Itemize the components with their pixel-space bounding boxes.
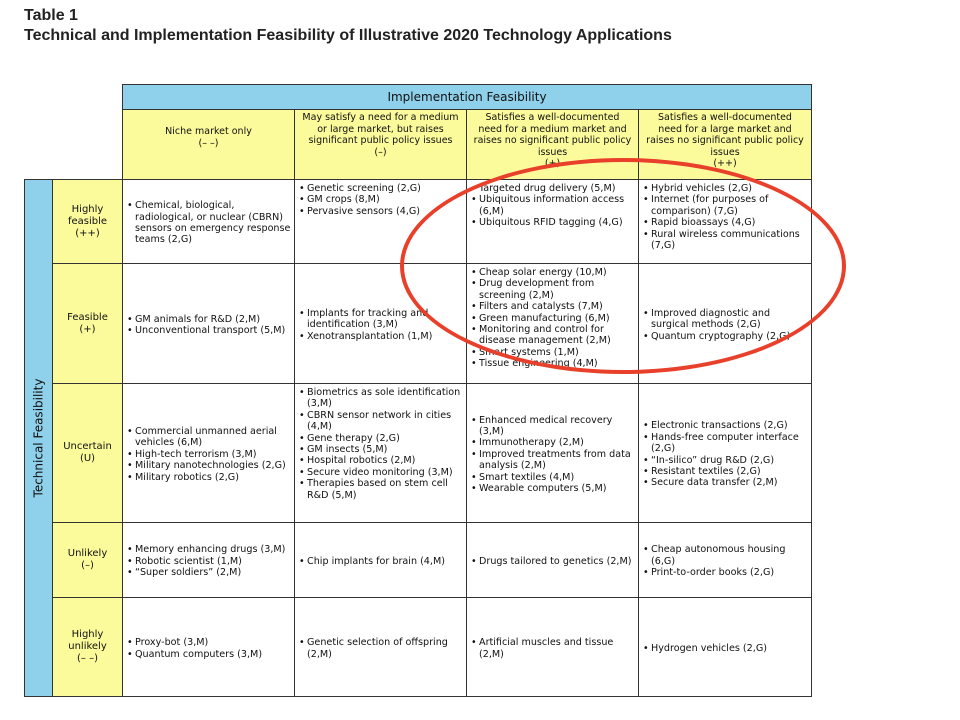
- application-item: • Rapid bioassays (4,G): [643, 217, 809, 228]
- application-item: • Ubiquitous RFID tagging (4,G): [471, 217, 636, 228]
- column-header-symbol: (++): [713, 158, 737, 169]
- application-item: • Wearable computers (5,M): [471, 483, 636, 494]
- table-cell: [466, 383, 639, 523]
- application-list: [467, 553, 634, 567]
- application-list: [467, 412, 638, 495]
- table-cell: [122, 179, 295, 264]
- application-item: • Rural wireless communications (7,G): [643, 229, 809, 252]
- application-list: [123, 423, 294, 483]
- application-item: • “Super soldiers” (2,M): [127, 567, 285, 578]
- row-header-symbol: (++): [75, 227, 100, 239]
- application-item: • Hands-free computer interface (2,G): [643, 432, 809, 455]
- application-item: • CBRN sensor network in cities (4,M): [299, 410, 464, 433]
- application-item: • Print-to-order books (2,G): [643, 567, 809, 578]
- row-header-symbol: (U): [79, 453, 96, 464]
- application-item: • Pervasive sensors (4,G): [299, 206, 464, 217]
- application-item: • Internet (for purposes of comparison) (7,G): [643, 194, 809, 217]
- application-item: • Proxy-bot (3,M): [127, 637, 262, 648]
- application-item: • Hydrogen vehicles (2,G): [643, 643, 767, 654]
- column-header-symbol: (– –): [198, 137, 219, 149]
- application-list: [295, 553, 447, 567]
- application-item: • GM animals for R&D (2,M): [127, 314, 285, 325]
- application-list: [123, 541, 287, 578]
- table-cell: [466, 597, 639, 697]
- application-item: • Implants for tracking and identification (3,M): [299, 308, 464, 331]
- application-item: • Improved treatments from data analysis (2,M): [471, 449, 636, 472]
- application-item: • Therapies based on stem cell R&D (5,M): [299, 478, 464, 501]
- table-cell: [294, 522, 467, 598]
- application-item: • Smart systems (1,M): [471, 347, 636, 358]
- table-cell: [466, 263, 639, 384]
- application-item: • Tissue engineering (4,M): [471, 358, 636, 369]
- column-header-symbol: (+): [544, 158, 561, 169]
- application-item: • GM crops (8,M): [299, 194, 464, 205]
- table-cell: [638, 179, 812, 264]
- application-item: • Genetic screening (2,G): [299, 183, 464, 194]
- application-item: • Ubiquitous information access (6,M): [471, 194, 636, 217]
- application-item: • Quantum cryptography (2,G): [643, 331, 809, 342]
- column-header-large-market: [638, 109, 812, 180]
- row-header-label: Uncertain: [63, 441, 112, 452]
- application-item: • Resistant textiles (2,G): [643, 466, 809, 477]
- application-item: • Military robotics (2,G): [127, 472, 292, 483]
- application-item: • Smart textiles (4,M): [471, 472, 636, 483]
- application-item: • Green manufacturing (6,M): [471, 313, 636, 324]
- row-header-uncertain: [52, 383, 123, 523]
- application-list: [295, 180, 466, 217]
- application-item: • Gene therapy (2,G): [299, 433, 464, 444]
- table-cell: [638, 597, 812, 697]
- application-item: • Commercial unmanned aerial vehicles (6,M): [127, 426, 292, 449]
- column-header-label: Niche market only: [165, 126, 252, 137]
- application-list: [123, 634, 264, 660]
- column-header-label: Satisfies a well-documented need for a medium market and raises no significant public policy issues: [473, 112, 632, 158]
- table-cell: [638, 263, 812, 384]
- column-header-label: Satisfies a well-documented need for a large market and raises no significant public policy issues: [646, 112, 804, 158]
- column-header-policy-issues: [294, 109, 467, 180]
- technical-feasibility-header: [24, 179, 53, 697]
- application-item: • Filters and catalysts (7,M): [471, 301, 636, 312]
- row-header-highly-feasible: [52, 179, 123, 264]
- application-list: [467, 634, 638, 660]
- table-cell: [122, 383, 295, 523]
- application-list: [295, 384, 466, 501]
- application-item: • Biometrics as sole identification (3,M): [299, 387, 464, 410]
- application-list: [123, 197, 294, 246]
- application-item: • GM insects (5,M): [299, 444, 464, 455]
- row-header-label: Feasible: [67, 311, 108, 323]
- application-item: • Secure video monitoring (3,M): [299, 467, 464, 478]
- row-header-symbol: (+): [79, 323, 96, 335]
- application-item: • Improved diagnostic and surgical methods (2,G): [643, 308, 809, 331]
- table-cell: [466, 522, 639, 598]
- application-list: [639, 305, 811, 342]
- application-list: [639, 640, 769, 654]
- row-header-highly-unlikely: [52, 597, 123, 697]
- row-header-label: Unlikely: [67, 548, 108, 559]
- row-header-unlikely: [52, 522, 123, 598]
- application-item: • Military nanotechnologies (2,G): [127, 460, 292, 471]
- application-item: • Targeted drug delivery (5,M): [471, 183, 636, 194]
- application-item: • Electronic transactions (2,G): [643, 420, 809, 431]
- table-cell: [122, 597, 295, 697]
- row-header-symbol: (– –): [77, 653, 98, 664]
- application-list: [295, 305, 466, 342]
- table-number: Table 1: [24, 7, 78, 24]
- row-header-label: Highly unlikely: [68, 629, 107, 652]
- application-item: • Chip implants for brain (4,M): [299, 556, 445, 567]
- implementation-feasibility-header: [122, 84, 812, 110]
- technical-feasibility-label: Technical Feasibility: [31, 378, 46, 498]
- row-header-feasible: [52, 263, 123, 384]
- application-list: [467, 264, 638, 370]
- application-item: • “In-silico” drug R&D (2,G): [643, 455, 809, 466]
- implementation-feasibility-label: Implementation Feasibility: [387, 90, 547, 104]
- table-cell: [294, 263, 467, 384]
- application-item: • Hybrid vehicles (2,G): [643, 183, 809, 194]
- table-title-block: [24, 6, 672, 46]
- application-item: • Drugs tailored to genetics (2,M): [471, 556, 632, 567]
- column-header-label: May satisfy a need for a medium or large market, but raises significant public policy issues: [302, 112, 459, 146]
- table-cell: [294, 597, 467, 697]
- application-item: • Cheap autonomous housing (6,G): [643, 544, 809, 567]
- table-cell: [122, 263, 295, 384]
- application-list: [295, 634, 466, 660]
- application-item: • Enhanced medical recovery (3,M): [471, 415, 636, 438]
- column-header-medium-market: [466, 109, 639, 180]
- table-cell: [638, 522, 812, 598]
- application-item: • Immunotherapy (2,M): [471, 437, 636, 448]
- table-cell: [122, 522, 295, 598]
- application-list: [639, 541, 811, 578]
- table-cell: [638, 383, 812, 523]
- application-item: • Memory enhancing drugs (3,M): [127, 544, 285, 555]
- column-header-symbol: (–): [374, 146, 387, 158]
- application-list: [467, 180, 638, 229]
- row-header-symbol: (–): [81, 560, 94, 571]
- application-item: • Hospital robotics (2,M): [299, 455, 464, 466]
- application-item: • Genetic selection of offspring (2,M): [299, 637, 464, 660]
- application-item: • Robotic scientist (1,M): [127, 556, 285, 567]
- row-header-label: Highly feasible: [67, 203, 108, 227]
- application-item: • Unconventional transport (5,M): [127, 325, 285, 336]
- application-item: • Monitoring and control for disease management (2,M): [471, 324, 636, 347]
- table-caption: Technical and Implementation Feasibility of Illustrative 2020 Technology Applications: [24, 27, 672, 44]
- application-item: • Secure data transfer (2,M): [643, 477, 809, 488]
- application-item: • High-tech terrorism (3,M): [127, 449, 292, 460]
- application-list: [123, 311, 287, 337]
- application-item: • Artificial muscles and tissue (2,M): [471, 637, 636, 660]
- application-item: • Xenotransplantation (1,M): [299, 331, 464, 342]
- application-list: [639, 417, 811, 488]
- application-item: • Cheap solar energy (10,M): [471, 267, 636, 278]
- application-item: • Drug development from screening (2,M): [471, 278, 636, 301]
- application-list: [639, 180, 811, 251]
- table-cell: [294, 383, 467, 523]
- table-cell: [466, 179, 639, 264]
- column-header-niche: [122, 109, 295, 180]
- application-item: • Quantum computers (3,M): [127, 649, 262, 660]
- table-cell: [294, 179, 467, 264]
- application-item: • Chemical, biological, radiological, or nuclear (CBRN) sensors on emergency response teams (2,G): [127, 200, 292, 246]
